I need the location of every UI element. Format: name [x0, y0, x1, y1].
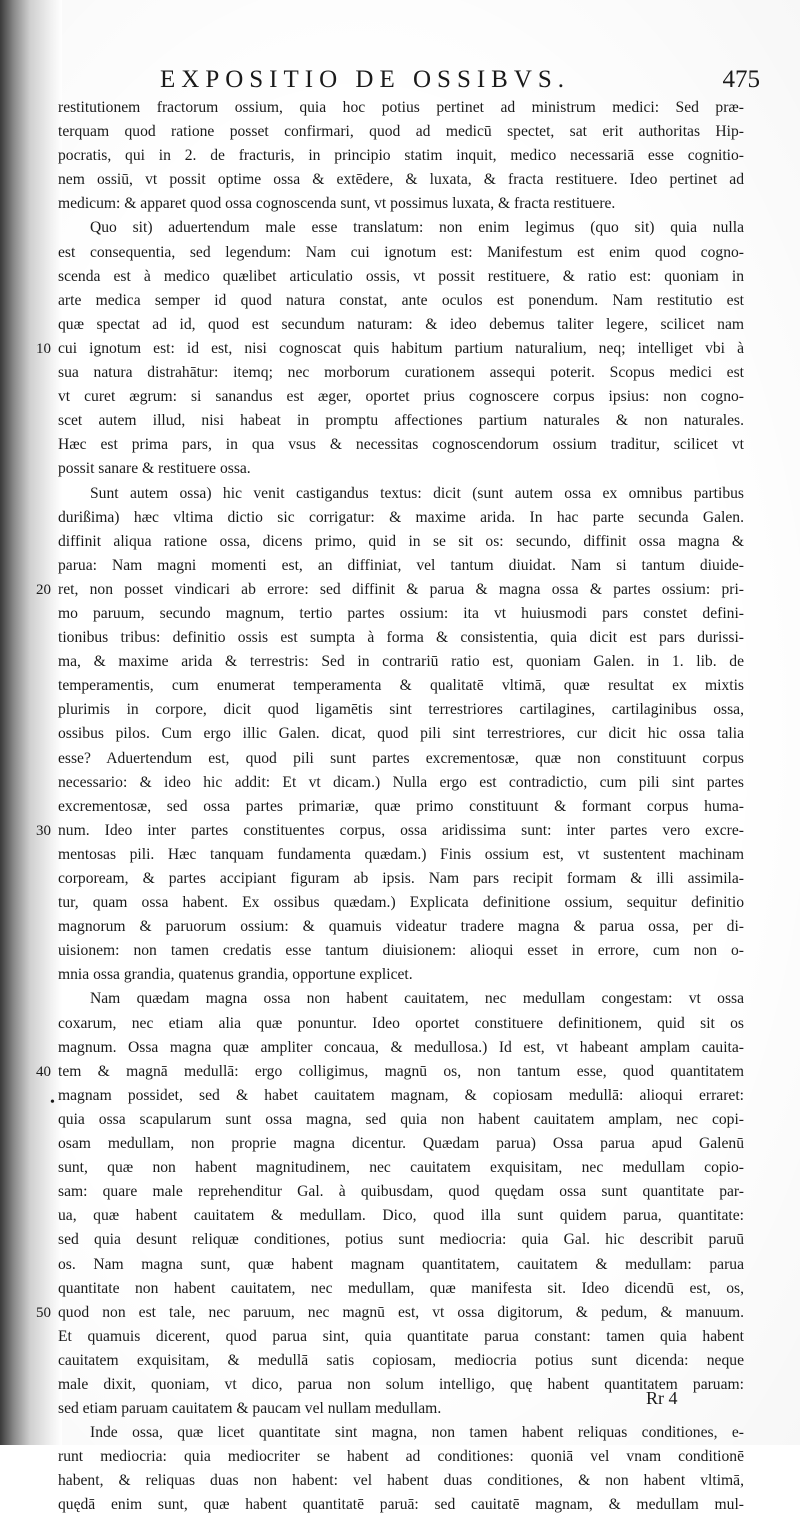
text-line: tem & magnā medullā: ergo colligimus, magnū os, non tantum esse, quod quantitatem	[58, 1062, 744, 1080]
line-number: 10	[36, 341, 51, 357]
text-line: excrementosæ, sed ossa partes primariæ, quæ primo constituunt & formant corpus huma-	[58, 797, 744, 815]
text-line: possit sanare & restituere ossa.	[58, 460, 251, 478]
text-line: quantitate non habent cauitatem, nec medullam, quæ manifesta sit. Ideo dicendū est, os,	[58, 1279, 744, 1297]
text-line: arte medica semper id quod natura constat, ante oculos est ponendum. Nam restitutio est	[58, 291, 744, 309]
line-number: 20	[36, 582, 51, 598]
page-header	[160, 66, 760, 100]
text-line: coxarum, nec etiam alia quæ ponuntur. Ideo oportet constituere definitionem, quid sit os	[58, 1014, 744, 1032]
text-line: mnia ossa grandia, quatenus grandia, opportune explicet.	[58, 966, 413, 984]
signature-mark: Rr 4	[646, 1388, 678, 1408]
text-line: mentosas pili. Hæc tanquam fundamenta quædam.) Finis ossium est, vt sustentent machinam	[58, 845, 744, 863]
line-number: 30	[36, 823, 51, 839]
text-line: cui ignotum est: id est, nisi cognoscat quis habitum partium naturalium, neq; intelliget vbi à	[58, 339, 744, 357]
text-line: runt mediocria: quia mediocriter se habent ad conditiones: quoniā vel vnam conditionē	[58, 1448, 744, 1466]
text-line: tionibus tribus: definitio ossis est sumpta à forma & consistentia, quia dicit est pars durissi-	[58, 629, 744, 647]
text-line: terquam quod ratione posset confirmari, quod ad medicū spectet, sat erit authoritas Hip-	[58, 123, 744, 141]
text-line: ma, & maxime arida & terrestris: Sed in contrariū ratio est, quoniam Galen. in 1. lib. de	[58, 653, 744, 671]
text-line: durißima) hæc vltima dictio sic corrigatur: & maxime arida. In hac parte secunda Galen.	[58, 508, 744, 526]
text-line: magnam possidet, sed & habet cauitatem magnam, & copiosam medullā: alioqui erraret:	[58, 1086, 744, 1104]
text-line: restitutionem fractorum ossium, quia hoc potius pertinet ad ministrum medici: Sed præ-	[58, 99, 744, 116]
text-line: quæ spectat ad id, quod est secundum naturam: & ideo debemus taliter legere, scilicet nam	[58, 315, 744, 333]
text-line: num. Ideo inter partes constituentes corpus, ossa aridissima sunt: inter partes vero excre-	[58, 821, 744, 839]
text-line: mo paruum, secundo magnum, tertio partes ossium: ita vt huiusmodi pars constet defini-	[58, 604, 744, 622]
text-line: quędā enim sunt, quæ habent quantitatē paruā: sed cauitatē magnam, & medullam mul-	[58, 1496, 744, 1514]
text-line: Sunt autem ossa) hic venit castigandus textus: dicit (sunt autem ossa ex omnibus partibus	[90, 484, 744, 502]
text-line: diffinit aliqua ratione ossa, dicens primo, quid in se sit os: secundo, diffinit ossa magna &	[58, 532, 744, 550]
line-number: 50	[36, 1305, 51, 1321]
text-line: medicum: & apparet quod ossa cognoscenda sunt, vt possimus luxata, & fracta restituere.	[58, 195, 616, 213]
text-line: ret, non posset vindicari ab errore: sed diffinit & parua & magna ossa & partes ossium: pri-	[58, 580, 744, 598]
text-line: scenda est à medico quælibet articulatio ossis, vt possit restituere, & ratio est: quoniam in	[58, 267, 744, 285]
text-line: ua, quæ habent cauitatem & medullam. Dico, quod illa sunt quidem parua, quantitate:	[58, 1207, 744, 1225]
text-line: os. Nam magna sunt, quæ habent magnam quantitatem, cauitatem & medullam: parua	[58, 1255, 744, 1273]
text-line: osam medullam, non proprie magna dicentur. Quædam parua) Ossa parua apud Galenū	[58, 1135, 744, 1153]
text-line: pocratis, qui in 2. de fracturis, in principio statim inquit, medico necessariā esse cognitio-	[58, 147, 744, 165]
text-line: sua natura distrahātur: itemq; nec morborum curationem assequi poterit. Scopus medici est	[58, 364, 744, 382]
text-line: male dixit, quoniam, vt dico, parua non solum intelligo, quę habent quantitatem paruam:	[58, 1375, 744, 1393]
text-line: nem ossiū, vt possit optime ossa & extēdere, & luxata, & fracta restituere. Ideo pertinet ad	[58, 171, 744, 189]
text-line: Nam quædam magna ossa non habent cauitatem, nec medullam congestam: vt ossa	[90, 990, 744, 1008]
text-line: Et quamuis dicerent, quod parua sint, quia quantitate parua constant: tamen quia habent	[58, 1327, 744, 1345]
text-line: est consequentia, sed legendum: Nam cui ignotum est: Manifestum est enim quod cogno-	[58, 243, 744, 261]
body-text	[36, 96, 744, 1518]
text-line: sam: quare male reprehenditur Gal. à quibusdam, quod quędam ossa sunt quantitate par-	[58, 1183, 744, 1201]
page-number: 475	[722, 66, 760, 93]
margin-mark: •	[50, 1095, 55, 1110]
text-line: corpoream, & partes accipiant figuram ab ipsis. Nam pars recipit formam & illi assimila-	[58, 870, 744, 887]
text-line: esse? Aduertendum est, quod pili sunt partes excrementosæ, quæ non constituunt corpus	[58, 749, 744, 767]
text-line: tur, quam ossa habent. Ex ossibus quædam.) Explicata definitione ossium, sequitur definitio	[58, 894, 744, 912]
running-title: EXPOSITIO DE OSSIBVS.	[160, 66, 571, 93]
text-line: scet autem illud, nisi habeat in promptu affectiones partium naturales & non naturales.	[58, 412, 744, 430]
text-line: temperamentis, cum enumerat temperamenta & qualitatē vltimā, quæ resultat ex mixtis	[58, 677, 744, 695]
text-line: sunt, quæ non habent magnitudinem, nec cauitatem exquisitam, nec medullam copio-	[58, 1159, 744, 1177]
text-line: magnum. Ossa magna quæ ampliter concaua, & medullosa.) Id est, vt habeant amplam cauita-	[58, 1038, 744, 1056]
line-number: 40	[36, 1064, 51, 1080]
binding-shadow	[0, 0, 62, 1445]
text-line: uisionem: non tamen credatis esse tantum diuisionem: alioqui esset in errore, cum non o-	[58, 942, 744, 960]
text-line: plurimis in corpore, dicit quod ligamētis sint terrestriores cartilagines, cartilaginibus ossa,	[58, 701, 744, 719]
text-line: quod non est tale, nec paruum, nec magnū est, vt ossa digitorum, & pedum, & manuum.	[58, 1303, 744, 1321]
text-line: sed quia desunt reliquæ conditiones, potius sunt mediocria: quia Gal. hic describit paruū	[58, 1231, 744, 1249]
text-line: cauitatem exquisitam, & medullā satis copiosam, mediocria potius sunt dicenda: neque	[58, 1351, 744, 1369]
text-line: vt curet ægrum: si sanandus est æger, oportet prius cognoscere corpus ipsius: non cogno-	[58, 388, 744, 406]
text-line: sed etiam paruam cauitatem & paucam vel nullam medullam.	[58, 1400, 442, 1418]
text-line: necessario: & ideo hic addit: Et vt dicam.) Nulla ergo est contradictio, cum pili sint partes	[58, 773, 744, 791]
text-line: habent, & reliquas duas non habent: vel habent duas conditiones, & non habent vltimā,	[58, 1472, 744, 1490]
text-line: Quo sit) aduertendum male esse translatum: non enim legimus (quo sit) quia nulla	[90, 219, 744, 237]
text-line: quia ossa scapularum sunt ossa magna, sed quia non habent cauitatem amplam, nec copi-	[58, 1110, 744, 1128]
text-line: Inde ossa, quæ licet quantitate sint magna, non tamen habent reliquas conditiones, e-	[90, 1424, 744, 1442]
text-line: ossibus pilos. Cum ergo illic Galen. dicat, quod pili sint terrestriores, cur dicit hic ossa talia	[58, 725, 744, 743]
text-line: magnorum & paruorum ossium: & quamuis videatur tradere magna & parua ossa, per di-	[58, 918, 744, 936]
text-line: parua: Nam magni momenti est, an diffiniat, vel tantum diuidat. Nam si tantum diuide-	[58, 556, 744, 574]
text-line: Hæc est prima pars, in qua vsus & necessitas cognoscendorum ossium traditur, scilicet vt	[58, 436, 744, 454]
